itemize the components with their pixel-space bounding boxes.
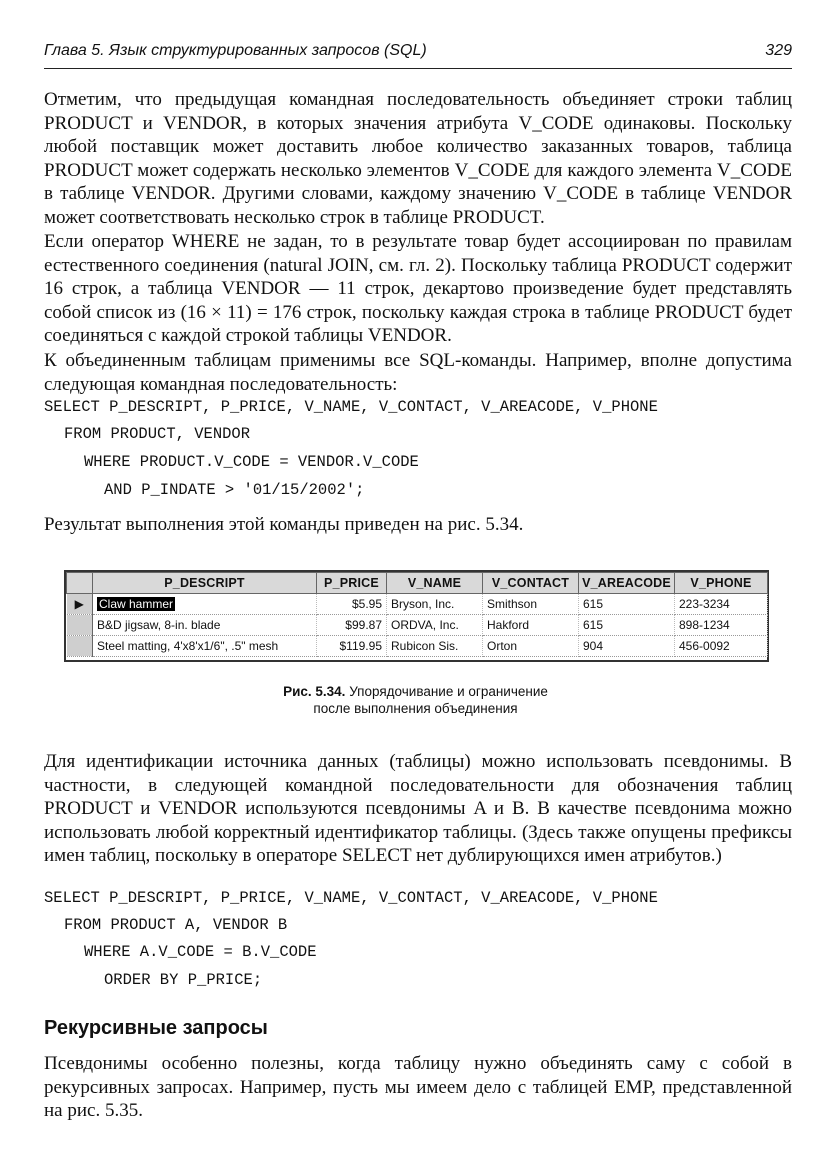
table-cell: Steel matting, 4'x8'x1/6", .5" mesh [93,636,317,657]
table-cell: Hakford [483,615,579,636]
paragraph-1: Отметим, что предыдущая командная последовательность объединяет строки таблиц PRODUCT и VENDOR, в которых значения атрибута V_CODE одинаковы. Поскольку любой поставщик может доставить любое количество заказанных товаров, таблица PRODUCT может содержать несколько элементов V_CODE для каждого элемента V_CODE в таблице VENDOR. Другими словами, каждому значению V_CODE в таблице VENDOR может соответствовать несколько строк в таблице PRODUCT. [44,89,792,228]
column-header: V_CONTACT [483,573,579,594]
code-line: FROM PRODUCT A, VENDOR B [64,916,288,934]
code-line: WHERE A.V_CODE = B.V_CODE [84,943,317,961]
table-cell: ORDVA, Inc. [387,615,483,636]
table-cell: 904 [579,636,675,657]
result-table [66,572,768,657]
table-row [67,615,768,636]
column-header: V_AREACODE [579,573,675,594]
code-line: ORDER BY P_PRICE; [104,971,263,989]
figure-caption [0,683,831,717]
section-heading: Рекурсивные запросы [44,1017,268,1039]
table-cell: B&D jigsaw, 8-in. blade [93,615,317,636]
row-selector-header [67,573,93,594]
page-number: 329 [765,42,792,59]
table-header-row [67,573,768,594]
table-cell: $99.87 [317,615,387,636]
paragraph-3: К объединенным таблицам применимы все SQL-команды. Например, вполне допустима следующая командная последовательность: [44,350,792,395]
chapter-title: Глава 5. Язык структурированных запросов (SQL) [44,42,427,59]
selected-cell-text: Claw hammer [99,597,174,611]
row-selector [67,615,93,636]
code-line: SELECT P_DESCRIPT, P_PRICE, V_NAME, V_CONTACT, V_AREACODE, V_PHONE [44,889,658,907]
table-cell: 223-3234 [675,594,768,615]
paragraph-5: Для идентификации источника данных (таблицы) можно использовать псевдонимы. В частности, в следующей командной последовательности для обозначения таблиц PRODUCT и VENDOR используются псевдонимы A и B. В качестве псевдонима можно использовать любой корректный идентификатор таблицы. (Здесь также опущены префиксы имен таблиц, поскольку в операторе SELECT нет дублирующихся имен атрибутов.) [44,751,792,867]
table-row [67,636,768,657]
table-cell: 615 [579,615,675,636]
code-line: FROM PRODUCT, VENDOR [64,425,251,443]
paragraph-4: Результат выполнения этой команды приведен на рис. 5.34. [44,514,524,535]
caption-text: Упорядочивание и ограничение [349,684,548,699]
table-cell: Orton [483,636,579,657]
table-cell: 456-0092 [675,636,768,657]
code-line: WHERE PRODUCT.V_CODE = VENDOR.V_CODE [84,453,419,471]
code-line: SELECT P_DESCRIPT, P_PRICE, V_NAME, V_CONTACT, V_AREACODE, V_PHONE [44,398,658,416]
record-pointer-icon: ▶ [67,594,93,615]
row-selector [67,636,93,657]
code-line: AND P_INDATE > '01/15/2002'; [104,481,365,499]
paragraph-6: Псевдонимы особенно полезны, когда таблицу нужно объединять саму с собой в рекурсивных запросах. Например, пусть мы имеем дело с таблицей EMP, представленной на рис. 5.35. [44,1053,792,1122]
paragraph-2: Если оператор WHERE не задан, то в результате товар будет ассоциирован по правилам естественного соединения (natural JOIN, см. гл. 2). Поскольку таблица PRODUCT содержит 16 строк, а таблица VENDOR — 11 строк, декартово произведение будет представлять собой список из (16 × 11) = 176 строк, поскольку каждая строка в таблице PRODUCT будет соединяться с каждой строкой таблицы VENDOR. [44,231,792,347]
result-table-figure [64,570,769,662]
page-header [44,38,792,69]
column-header: P_PRICE [317,573,387,594]
table-cell [93,594,317,615]
table-cell: Rubicon Sis. [387,636,483,657]
caption-text: после выполнения объединения [313,701,518,716]
table-cell: Bryson, Inc. [387,594,483,615]
table-cell: Smithson [483,594,579,615]
table-cell: $5.95 [317,594,387,615]
table-cell: $119.95 [317,636,387,657]
table-cell: 615 [579,594,675,615]
column-header: P_DESCRIPT [93,573,317,594]
table-row [67,594,768,615]
column-header: V_NAME [387,573,483,594]
table-cell: 898-1234 [675,615,768,636]
column-header: V_PHONE [675,573,768,594]
figure-label: Рис. 5.34. [283,684,346,699]
